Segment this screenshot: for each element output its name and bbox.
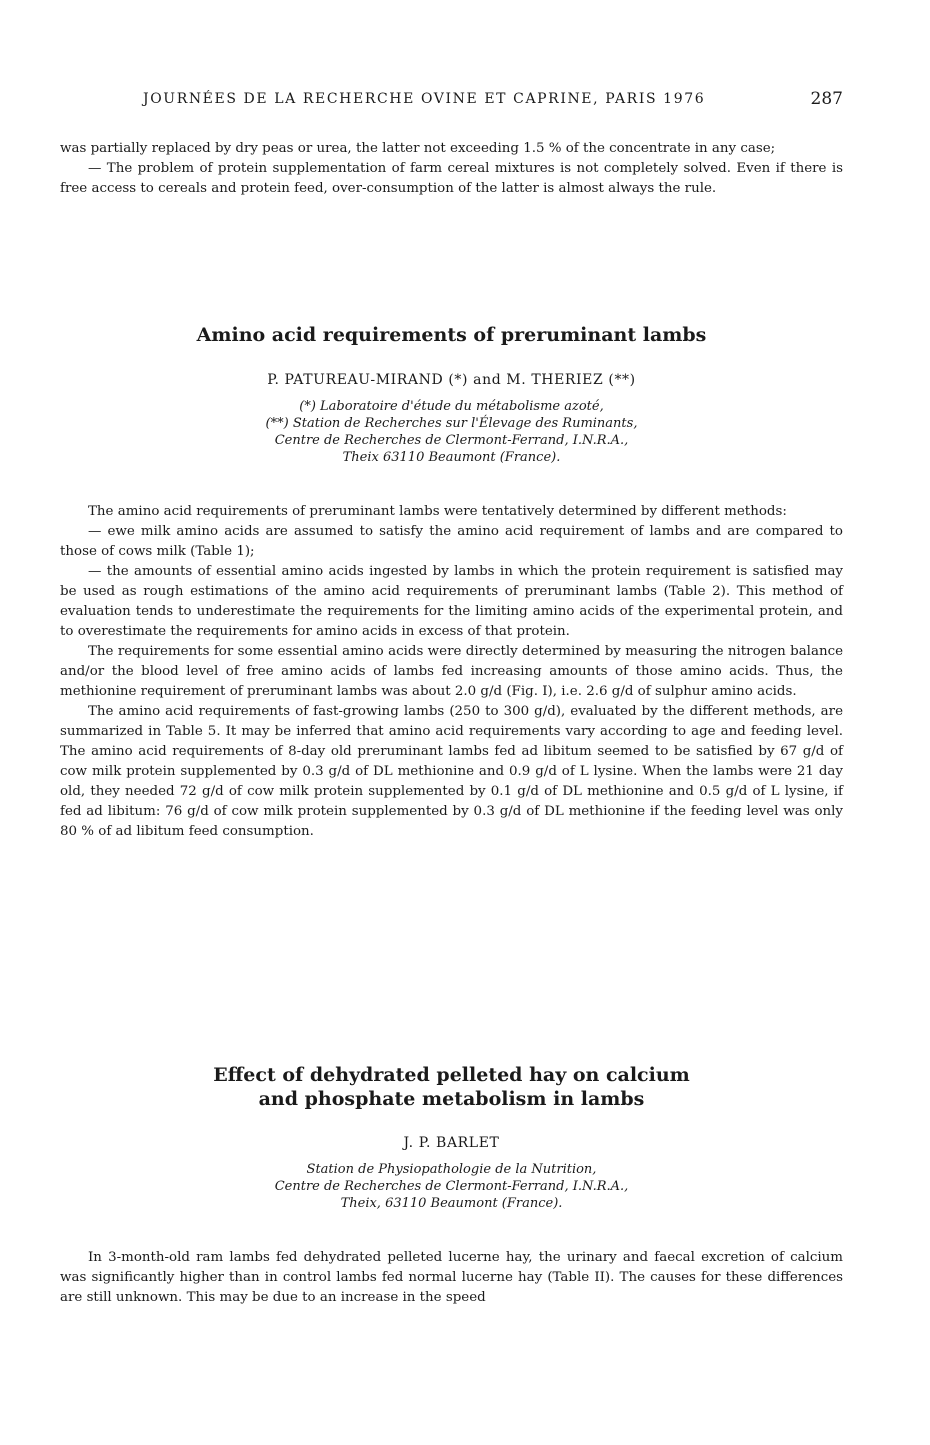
article-2-title-line-1: Effect of dehydrated pelleted hay on calcium (213, 1064, 690, 1086)
intro-paragraph-2: — The problem of protein supplementation of farm cereal mixtures is not completely solved. Even if there is free access to cereals and protein feed, over-consumption of the latter is almost always the rule. (60, 161, 843, 196)
article-2-body (60, 1248, 843, 1308)
article-1-authors: P. PATUREAU-MIRAND (*) and M. THERIEZ (**) (267, 372, 636, 388)
page-number: 287 (810, 89, 843, 109)
article-1-title: Amino acid requirements of preruminant lambs (196, 324, 707, 346)
article-1-body (60, 502, 843, 842)
body-paragraph: In 3-month-old ram lambs fed dehydrated pelleted lucerne hay, the urinary and faecal excretion of calcium was significantly higher than in control lambs fed normal lucerne hay (Table II). The causes for these differences are still unknown. This may be due to an increase in the speed (60, 1250, 843, 1305)
affiliation-line: (*) Laboratoire d'étude du métabolisme azoté, (299, 399, 604, 414)
body-paragraph: The requirements for some essential amino acids were directly determined by measuring the nitrogen balance and/or the blood level of free amino acids of lambs fed increasing amounts of those amino acids. Thus, the methionine requirement of preruminant lambs was about 2.0 g/d (Fig. I), i.e. 2.6 g/d of sulphur amino acids. (60, 644, 843, 699)
article-2-affiliations (60, 1161, 843, 1212)
running-title: JOURNÉES DE LA RECHERCHE OVINE ET CAPRINE, PARIS 1976 (143, 91, 706, 107)
affiliation-line: Centre de Recherches de Clermont-Ferrand, I.N.R.A., (274, 1179, 629, 1194)
intro-text (60, 139, 843, 199)
body-paragraph: — ewe milk amino acids are assumed to satisfy the amino acid requirement of lambs and are compared to those of cows milk (Table 1); (60, 524, 843, 559)
running-header (143, 91, 843, 107)
article-2-title (60, 1063, 843, 1111)
body-paragraph: — the amounts of essential amino acids ingested by lambs in which the protein requirement is satisfied may be used as rough estimations of the amino acid requirements of preruminant lambs (Table 2). This method of evaluation tends to underestimate the requirements for the limiting amino acids of the experimental protein, and to overestimate the requirements for amino acids in excess of that protein. (60, 564, 843, 639)
affiliation-line: Theix 63110 Beaumont (France). (342, 450, 561, 465)
article-2-title-line-2: and phosphate metabolism in lambs (258, 1088, 645, 1110)
affiliation-line: Station de Physiopathologie de la Nutrition, (306, 1162, 597, 1177)
body-paragraph: The amino acid requirements of preruminant lambs were tentatively determined by different methods: (88, 504, 787, 519)
affiliation-line: Centre de Recherches de Clermont-Ferrand, I.N.R.A., (274, 433, 629, 448)
intro-paragraph-1: was partially replaced by dry peas or urea, the latter not exceeding 1.5 % of the concentrate in any case; (60, 141, 776, 156)
body-paragraph: The amino acid requirements of fast-growing lambs (250 to 300 g/d), evaluated by the different methods, are summarized in Table 5. It may be inferred that amino acid requirements vary according to age and feeding level. The amino acid requirements of 8-day old preruminant lambs fed ad libitum seemed to be satisfied by 67 g/d of cow milk protein supplemented by 0.3 g/d of DL methionine and 0.9 g/d of L lysine. When the lambs were 21 day old, they needed 72 g/d of cow milk protein supplemented by 0.1 g/d of DL methionine and 0.5 g/d of L lysine, if fed ad libitum: 76 g/d of cow milk protein supplemented by 0.3 g/d of DL methionine if the feeding level was only 80 % of ad libitum feed consumption. (60, 704, 843, 839)
affiliation-line: Theix, 63110 Beaumont (France). (340, 1196, 563, 1211)
article-1-affiliations (60, 398, 843, 466)
article-2-authors: J. P. BARLET (403, 1135, 500, 1151)
affiliation-line: (**) Station de Recherches sur l'Élevage des Ruminants, (265, 416, 638, 431)
